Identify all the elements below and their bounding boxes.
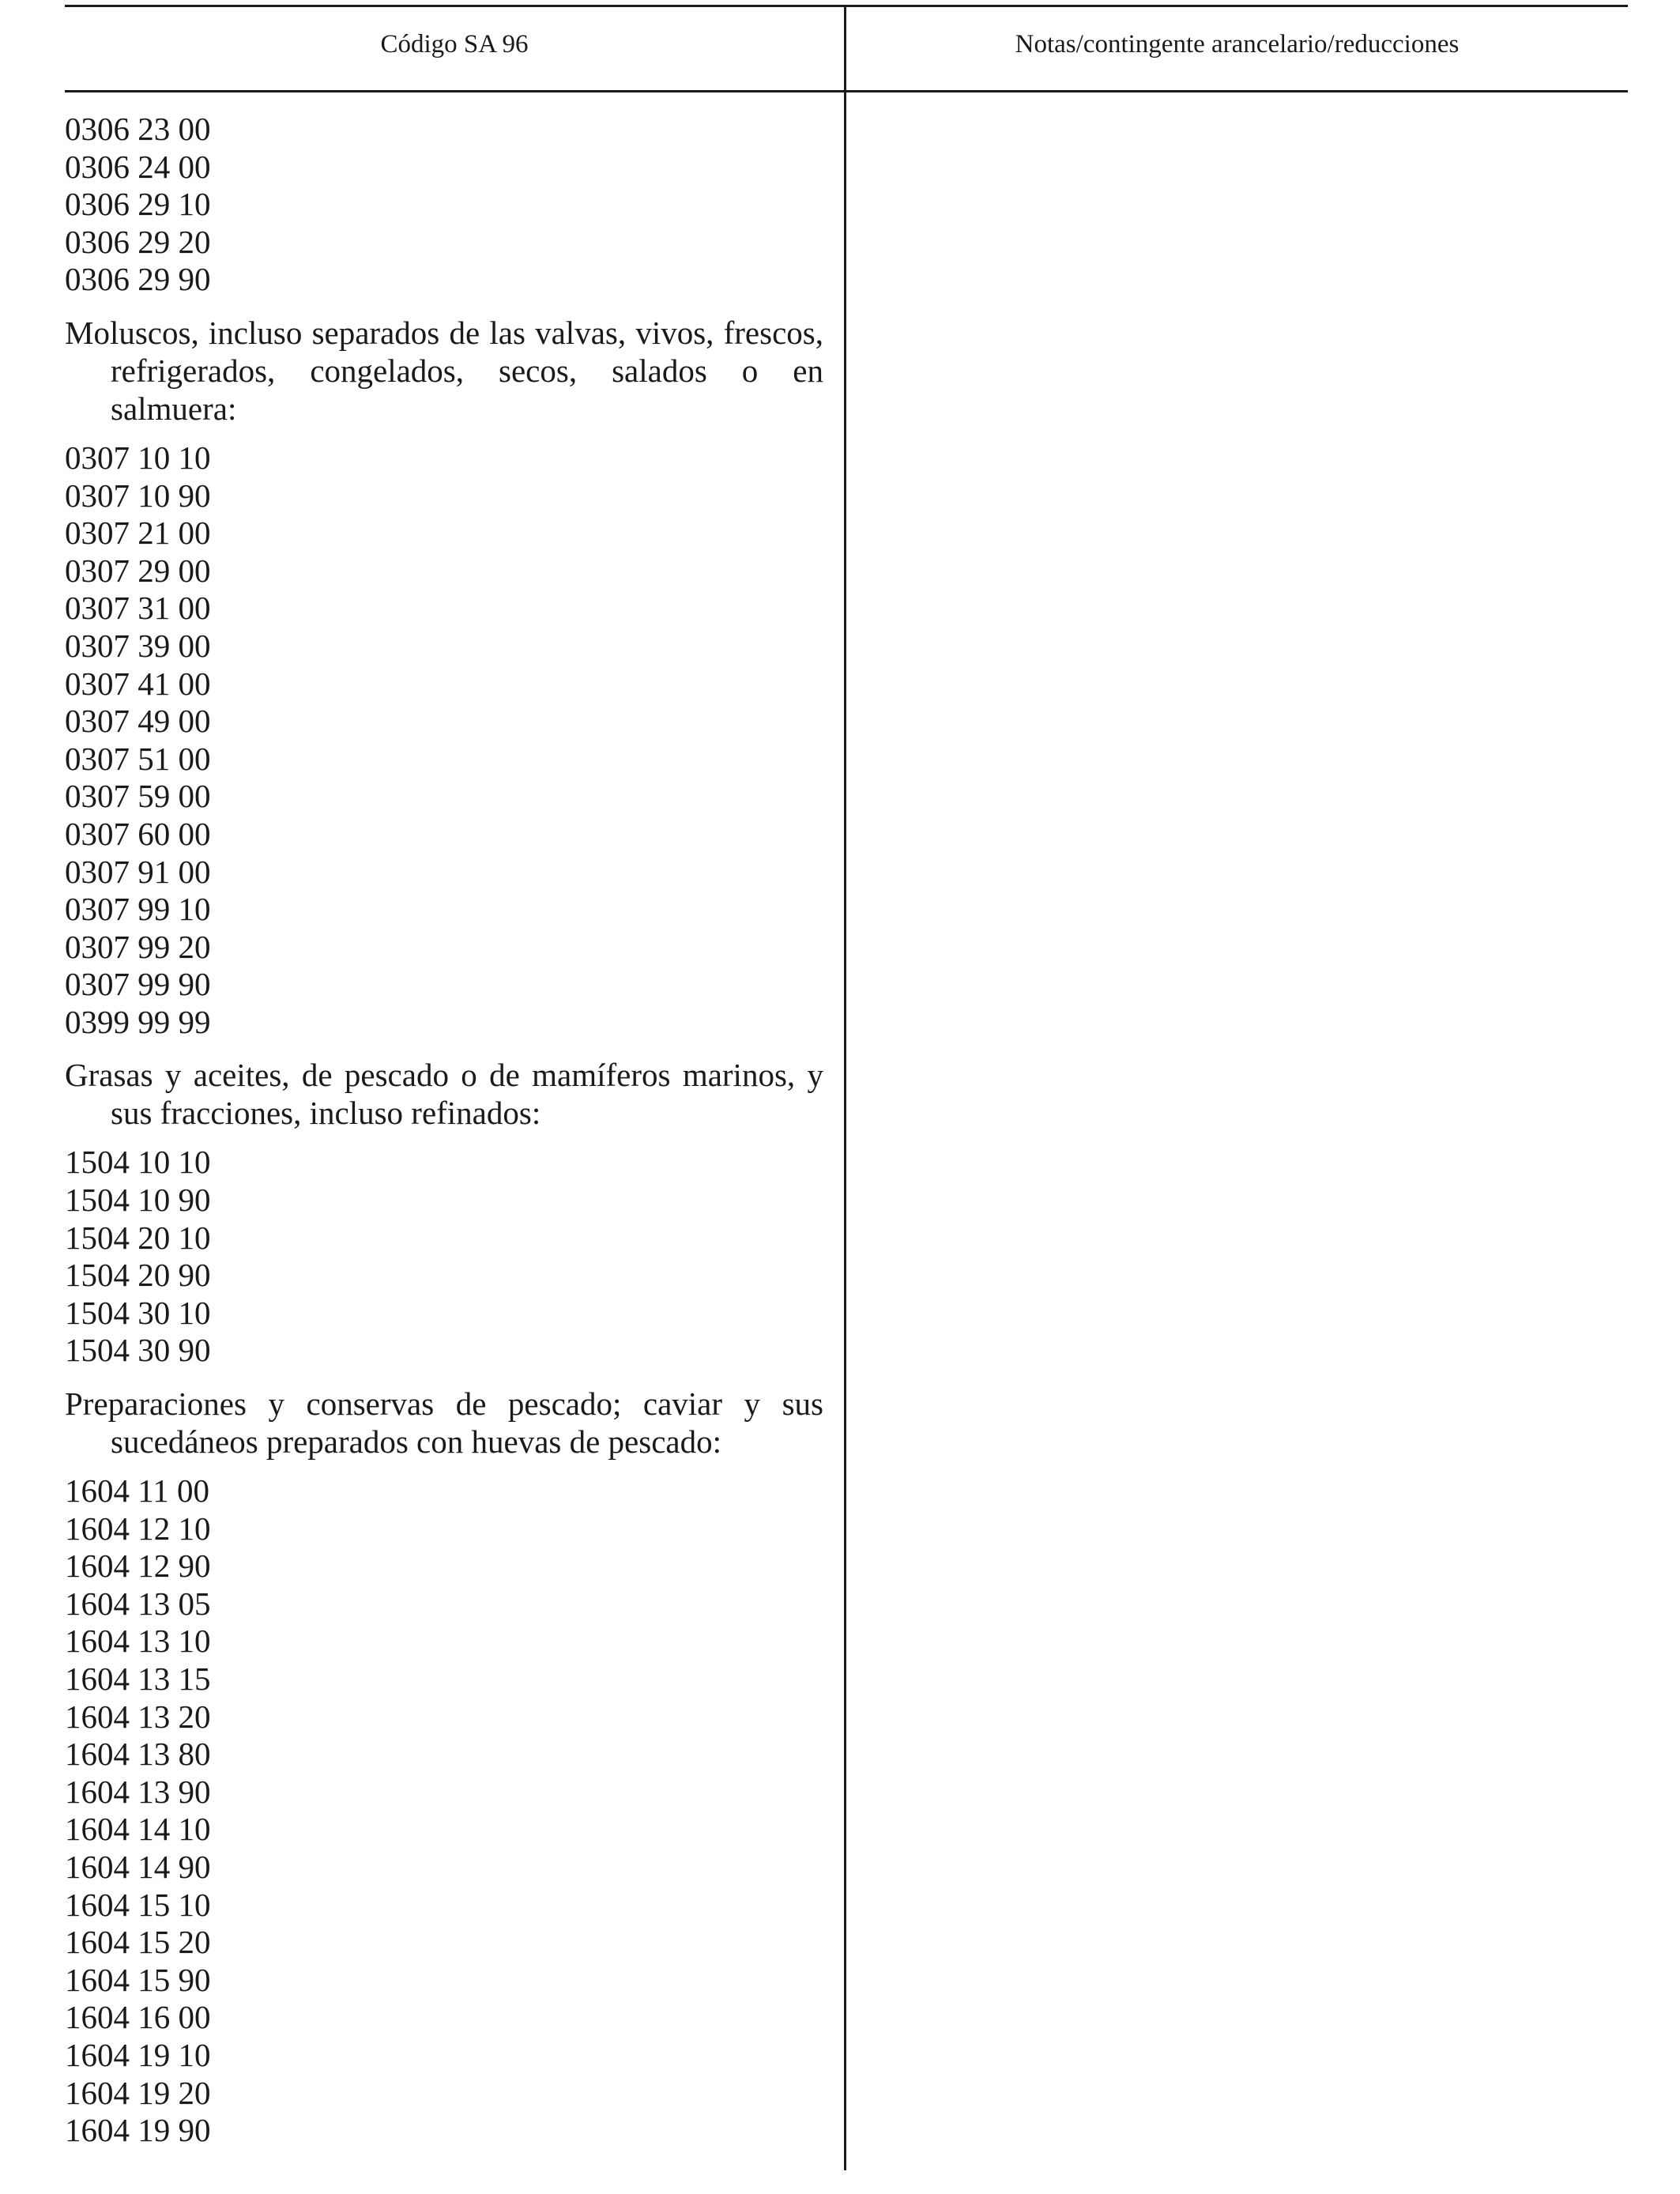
hs-code: 1504 10 90 — [65, 1182, 211, 1219]
hs-code: 1604 13 80 — [65, 1736, 211, 1773]
hs-code: 0307 51 00 — [65, 740, 211, 777]
section-heading: Moluscos, incluso separados de las valvas, vivos, frescos, refrigerados, congelados, secos, salados o en salmuera: — [65, 314, 823, 427]
hs-code: 1504 30 90 — [65, 1332, 211, 1369]
header-bottom-rule — [65, 90, 1628, 92]
hs-code: 1504 10 10 — [65, 1144, 211, 1181]
hs-code: 1604 13 10 — [65, 1623, 211, 1660]
hs-code: 1504 20 90 — [65, 1257, 211, 1294]
hs-code: 1604 13 20 — [65, 1698, 211, 1735]
hs-code: 0307 59 00 — [65, 778, 211, 815]
column-header-code: Código SA 96 — [380, 30, 529, 58]
section-heading: Grasas y aceites, de pescado o de mamíferos marinos, y sus fracciones, incluso refinados: — [65, 1057, 823, 1132]
hs-code: 1604 15 10 — [65, 1886, 211, 1923]
code-column — [65, 111, 823, 2150]
section-heading: Preparaciones y conservas de pescado; caviar y sus sucedáneos preparados con huevas de pescado: — [65, 1385, 823, 1461]
hs-code: 0306 29 20 — [65, 223, 211, 260]
hs-code: 0307 31 00 — [65, 590, 211, 627]
code-section — [65, 111, 823, 299]
hs-code: 1604 11 00 — [65, 1472, 209, 1510]
hs-code: 0307 99 10 — [65, 891, 211, 928]
hs-code: 1604 14 90 — [65, 1848, 211, 1885]
hs-code: 0306 24 00 — [65, 148, 211, 185]
hs-code: 1604 12 10 — [65, 1510, 211, 1547]
hs-code: 1604 14 10 — [65, 1811, 211, 1848]
code-section — [65, 1056, 823, 1370]
hs-code: 0307 99 90 — [65, 966, 211, 1003]
hs-code: 1604 15 90 — [65, 1961, 211, 1998]
hs-code: 1504 20 10 — [65, 1219, 211, 1256]
hs-code: 0306 29 90 — [65, 261, 211, 298]
hs-code: 0307 10 10 — [65, 439, 211, 476]
hs-code: 1604 19 20 — [65, 2074, 211, 2111]
table-top-rule — [65, 5, 1628, 7]
hs-code: 1604 15 20 — [65, 1924, 211, 1961]
hs-code: 0306 29 10 — [65, 186, 211, 223]
hs-code: 0307 21 00 — [65, 515, 211, 552]
hs-code: 1604 13 15 — [65, 1661, 211, 1697]
hs-code: 1604 16 00 — [65, 1999, 211, 2036]
hs-code: 1604 13 90 — [65, 1773, 211, 1810]
hs-code: 0307 60 00 — [65, 815, 211, 852]
hs-code: 0306 23 00 — [65, 111, 211, 147]
code-section — [65, 1385, 823, 2150]
hs-code: 0307 39 00 — [65, 627, 211, 664]
column-divider — [844, 5, 846, 2170]
hs-code: 0307 99 20 — [65, 928, 211, 965]
hs-code: 0399 99 99 — [65, 1003, 211, 1040]
hs-code: 0307 91 00 — [65, 853, 211, 890]
hs-code: 1604 12 90 — [65, 1547, 211, 1585]
hs-code: 0307 49 00 — [65, 703, 211, 740]
hs-code: 0307 29 00 — [65, 552, 211, 589]
hs-code: 0307 41 00 — [65, 665, 211, 702]
hs-code: 0307 10 90 — [65, 477, 211, 514]
column-header-notes: Notas/contingente arancelario/reducciones — [1015, 30, 1460, 58]
hs-code: 1504 30 10 — [65, 1294, 211, 1331]
hs-code: 1604 19 10 — [65, 2036, 211, 2073]
hs-code: 1604 19 90 — [65, 2112, 211, 2149]
hs-code: 1604 13 05 — [65, 1585, 211, 1622]
code-section — [65, 314, 823, 1042]
